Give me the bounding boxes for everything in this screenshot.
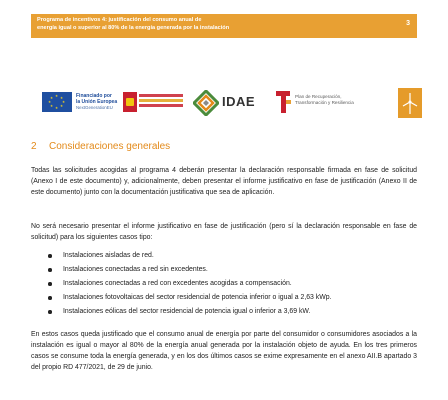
recovery-plan-logo-icon [276, 91, 292, 113]
idae-wordmark: IDAE [222, 94, 256, 109]
exemption-list [48, 250, 417, 320]
page-number: 3 [406, 20, 410, 27]
coat-of-arms-icon [123, 92, 137, 112]
eu-flag-icon: ★ ★ ★ ★ ★ ★ ★ ★ [42, 92, 72, 112]
paragraph-exemptions: No será necesario presentar el informe justificativo en fase de justificación (pero sí la declaración responsable en fase de solicitud) para los siguientes casos tipo: [31, 223, 417, 241]
funding-logos-strip [31, 86, 417, 122]
list-item: Instalaciones fotovoltaicas del sector residencial de potencia inferior o igual a 2,63 kWp. [48, 292, 417, 303]
section-heading [31, 141, 170, 152]
spanish-government-logo [123, 92, 185, 114]
renewable-energy-logo-icon [398, 88, 422, 118]
paragraph-intro: Todas las solicitudes acogidas al programa 4 deberán presentar la declaración responsable firmada en fase de solicitud (Anexo I de este documento) y, adicionalmente, deben presentar el informe justificativo en fase de justificación (Anexo II de este documento) junto con la documentación justificativa que sea de aplicación. [31, 167, 417, 196]
list-item: Instalaciones eólicas del sector residencial de potencia igual o inferior a 3,69 kW. [48, 306, 417, 317]
section-number: 2 [31, 141, 37, 152]
header-title-line1: Programa de incentivos 4: justificación del consumo anual de [37, 17, 202, 23]
section-title: Consideraciones generales [49, 141, 171, 152]
list-item: Instalaciones conectadas a red sin excedentes. [48, 264, 417, 275]
eu-funding-text: Financiado por la Unión Europea NextGenerationEU [76, 93, 118, 110]
list-item: Instalaciones conectadas a red con excedentes acogidas a compensación. [48, 278, 417, 289]
list-item: Instalaciones aisladas de red. [48, 250, 417, 261]
page-header-bar [31, 14, 417, 38]
header-title [37, 16, 377, 32]
paragraph-conclusion: En estos casos queda justificado que el consumo anual de energía por parte del consumidor o consumidores asociados a la instalación es igual o mayor al 80% de la energía anual generada por la instalación objeto de ayuda. En los tres primeros casos se consume toda la energía generada, y en los dos últimos casos se exime expresamente en el anexo AII.B apartado 3 del propio RD 477/2021, de 29 de junio. [31, 331, 417, 371]
recovery-plan-text: Plan de Recuperación, Transformación y Resiliencia [295, 94, 354, 105]
header-title-line2: energía igual o superior al 80% de la energía generada por la instalación [37, 25, 230, 31]
idae-logo-icon [193, 90, 219, 116]
